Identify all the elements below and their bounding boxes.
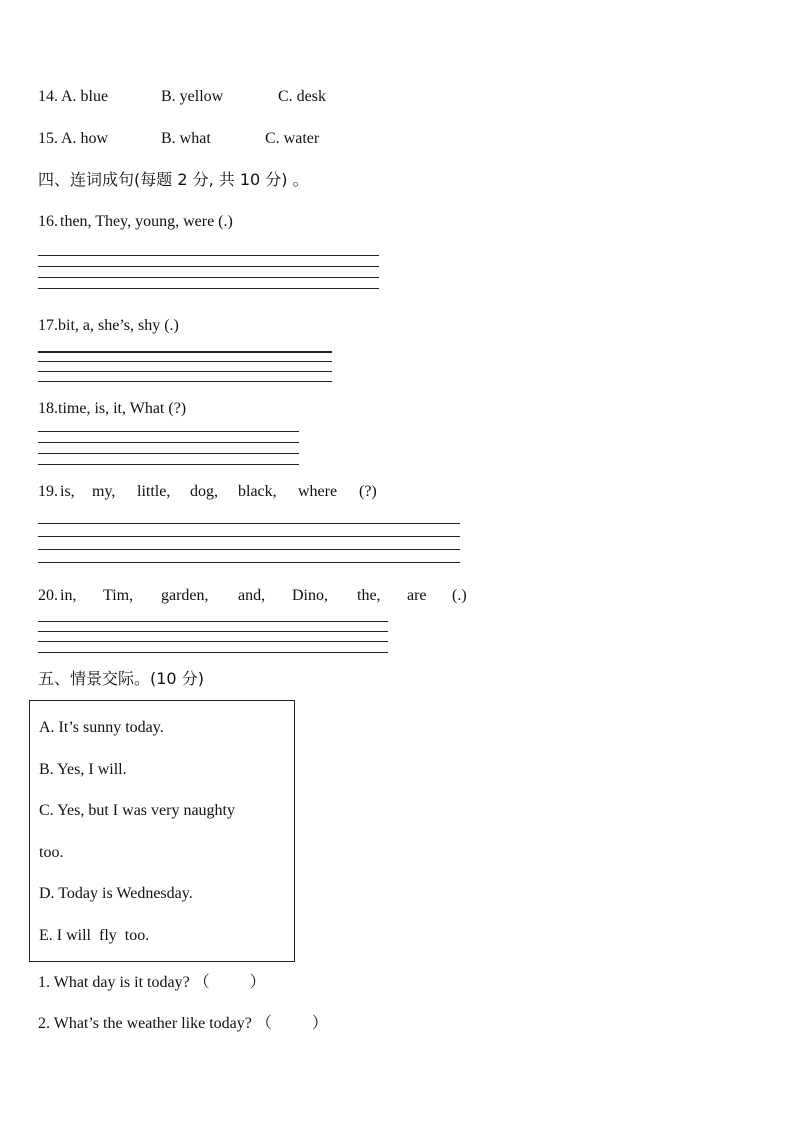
box-option-c-continued: too.	[39, 844, 64, 861]
sentence-words: time, is, it, What (?)	[58, 400, 187, 417]
answer-lines-17[interactable]	[38, 351, 332, 385]
word: where	[298, 483, 338, 500]
option-c: C. desk	[278, 88, 326, 105]
box-option-a: A. It’s sunny today.	[39, 719, 164, 736]
word: black,	[238, 483, 277, 500]
word: Dino,	[292, 587, 328, 604]
section-4-heading: 四、连词成句(每题 2 分, 共 10 分) 。	[38, 170, 309, 189]
word: is,	[60, 483, 75, 500]
question-number: 16.	[38, 213, 58, 230]
question-14	[38, 89, 58, 105]
option-b: B. yellow	[161, 88, 224, 105]
option-c: C. water	[265, 130, 320, 147]
options-box	[29, 700, 295, 962]
word: and,	[238, 587, 266, 604]
sentence-17	[38, 318, 179, 334]
word: (.)	[452, 587, 467, 604]
word: are	[407, 587, 427, 604]
word: the,	[357, 587, 381, 604]
question-text: 2. What’s the weather like today?	[38, 1015, 252, 1032]
sentence-19	[38, 484, 383, 502]
box-option-e: E. I will fly too.	[39, 927, 150, 944]
question-number: 20.	[38, 587, 58, 604]
dialogue-question-2	[38, 1016, 328, 1032]
word: garden,	[161, 587, 209, 604]
answer-parentheses[interactable]: （ ）	[193, 974, 266, 991]
box-option-b: B. Yes, I will.	[39, 761, 127, 778]
sentence-16	[38, 214, 233, 230]
word: in,	[60, 587, 77, 604]
box-option-d: D. Today is Wednesday.	[39, 885, 193, 902]
sentence-words: then, They, young, were (.)	[60, 213, 233, 230]
question-number: 18.	[38, 400, 58, 417]
word: dog,	[190, 483, 218, 500]
word: Tim,	[103, 587, 134, 604]
answer-lines-16[interactable]	[38, 255, 379, 291]
dialogue-question-1	[38, 975, 266, 991]
question-text: 1. What day is it today?	[38, 974, 190, 991]
sentence-20	[38, 588, 470, 606]
answer-lines-20[interactable]	[38, 621, 388, 653]
box-option-c: C. Yes, but I was very naughty	[39, 802, 235, 819]
question-15	[38, 131, 58, 147]
answer-parentheses[interactable]: （ ）	[255, 1015, 328, 1032]
option-b: B. what	[161, 130, 211, 147]
question-number: 17.	[38, 317, 58, 334]
section-5-heading: 五、情景交际。(10 分)	[38, 669, 204, 688]
answer-lines-19[interactable]	[38, 523, 460, 563]
word: (?)	[359, 483, 377, 500]
sentence-18	[38, 401, 186, 417]
sentence-words: bit, a, she’s, shy (.)	[58, 317, 179, 334]
option-a: A. blue	[61, 88, 109, 105]
word: my,	[92, 483, 116, 500]
question-number: 14.	[38, 88, 58, 105]
question-number: 15.	[38, 130, 58, 147]
answer-lines-18[interactable]	[38, 431, 299, 467]
option-a: A. how	[61, 130, 109, 147]
question-number: 19.	[38, 483, 58, 500]
word: little,	[137, 483, 171, 500]
